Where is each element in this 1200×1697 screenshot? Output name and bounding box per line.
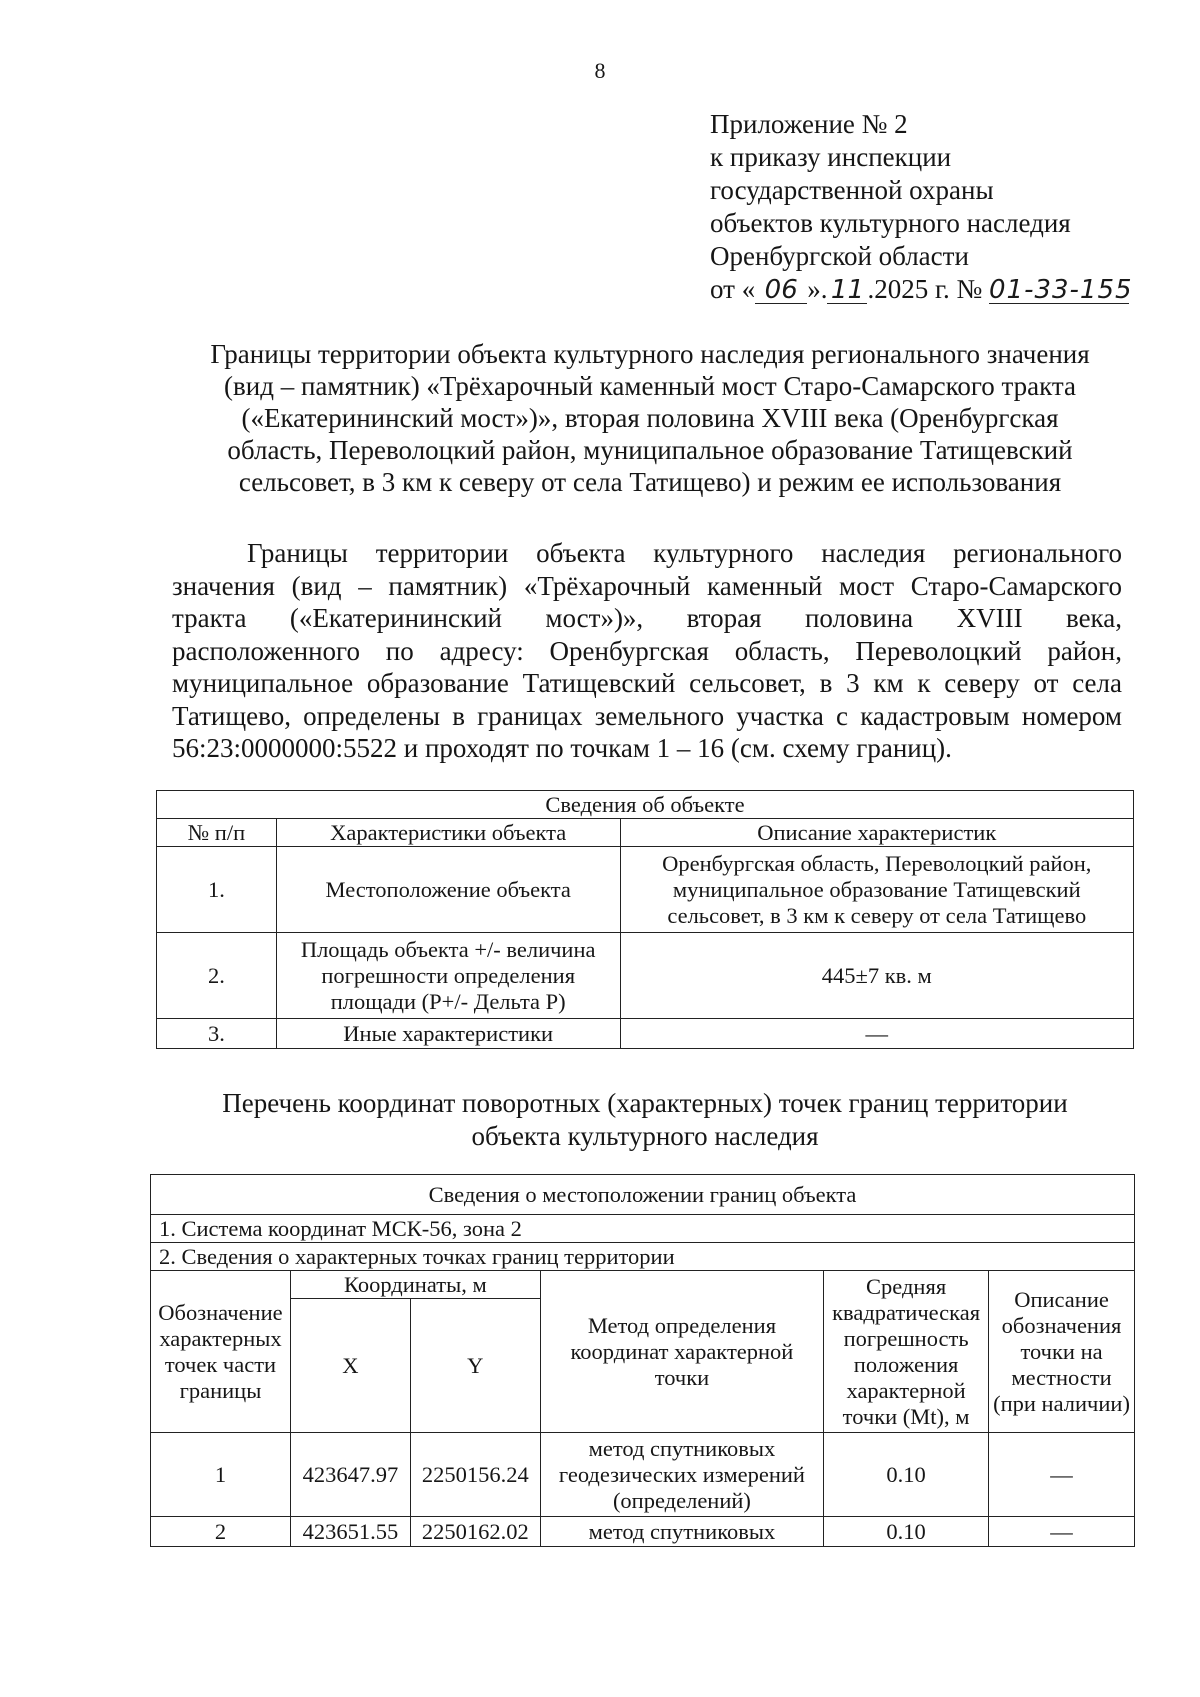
- header-description: Описание обозначения точки на местности (при наличии): [989, 1271, 1135, 1433]
- date-year: .2025 г. №: [867, 274, 983, 304]
- description: —: [989, 1517, 1135, 1547]
- appendix-line: к приказу инспекции: [710, 142, 952, 172]
- error: 0.10: [824, 1517, 989, 1547]
- paragraph-line: муниципальное образование Татищевский сельсовет, в 3 км к северу от села: [172, 668, 1122, 698]
- paragraph-line: расположенного по адресу: Оренбургская область, Переволоцкий район,: [172, 635, 1122, 666]
- appendix-line: объектов культурного наследия: [710, 208, 1071, 238]
- table-row: [151, 1433, 1135, 1517]
- method: метод спутниковых геодезических измерений (определений): [540, 1433, 823, 1517]
- coord-y: 2250156.24: [410, 1433, 540, 1517]
- description: —: [989, 1433, 1135, 1517]
- column-header: Характеристики объекта: [276, 819, 620, 847]
- paragraph-line: тракта («Екатерининский мост»)», вторая половина XVIII века,: [172, 603, 1122, 633]
- points-caption: 2. Сведения о характерных точках границ территории: [151, 1243, 1135, 1271]
- column-header: Описание характеристик: [620, 819, 1133, 847]
- table-caption: Сведения об объекте: [157, 791, 1134, 819]
- section-title-line: Перечень координат поворотных (характерных) точек границ территории: [222, 1088, 1068, 1118]
- boundary-paragraph: [172, 537, 1122, 765]
- header-point: Обозначение характерных точек части границы: [151, 1271, 291, 1433]
- title-line: («Екатерининский мост»)», вторая половина XVIII века (Оренбургская: [241, 403, 1059, 433]
- coord-x: 423651.55: [290, 1517, 410, 1547]
- characteristic-value: 445±7 кв. м: [620, 933, 1133, 1019]
- characteristic-name: Иные характеристики: [276, 1019, 620, 1049]
- table-row: [157, 933, 1134, 1019]
- table-row: [151, 1517, 1135, 1547]
- header-coordinates: Координаты, м: [290, 1271, 540, 1299]
- coordinates-table: [150, 1174, 1135, 1547]
- row-number: 1.: [157, 847, 277, 933]
- appendix-line: государственной охраны: [710, 175, 994, 205]
- header-x: X: [290, 1299, 410, 1433]
- coord-y: 2250162.02: [410, 1517, 540, 1547]
- table-row: [157, 847, 1134, 933]
- order-date-line: [710, 273, 1133, 306]
- column-header: № п/п: [157, 819, 277, 847]
- handwritten-month: 11: [827, 277, 867, 304]
- paragraph-line: 56:23:0000000:5522 и проходят по точкам 1 – 16 (см. схему границ).: [172, 733, 952, 763]
- characteristic-value: —: [620, 1019, 1133, 1049]
- title-line: сельсовет, в 3 км к северу от села Татищево) и режим ее использования: [238, 467, 1062, 497]
- row-number: 3.: [157, 1019, 277, 1049]
- handwritten-day: 06: [755, 277, 807, 304]
- point-id: 2: [151, 1517, 291, 1547]
- method: метод спутниковых: [540, 1517, 823, 1547]
- table-caption: Сведения о местоположении границ объекта: [151, 1175, 1135, 1215]
- coordinate-system: 1. Система координат МСК-56, зона 2: [151, 1215, 1135, 1243]
- date-prefix: от «: [710, 274, 756, 304]
- row-number: 2.: [157, 933, 277, 1019]
- characteristic-value: Оренбургская область, Переволоцкий район, муниципальное образование Татищевский сельсовет, в 3 км к северу от села Татищево: [620, 847, 1133, 933]
- header-method: Метод определения координат характерной точки: [540, 1271, 823, 1433]
- document-title: [170, 338, 1130, 498]
- title-line: (вид – памятник) «Трёхарочный каменный мост Старо-Самарского тракта: [224, 371, 1076, 401]
- table-row: [157, 1019, 1134, 1049]
- error: 0.10: [824, 1433, 989, 1517]
- header-error: Средняя квадратическая погрешность положения характерной точки (Mt), м: [824, 1271, 989, 1433]
- characteristic-name: Местоположение объекта: [276, 847, 620, 933]
- header-y: Y: [410, 1299, 540, 1433]
- object-info-table: [156, 790, 1134, 1049]
- appendix-line: Приложение № 2: [710, 109, 908, 139]
- page-number: 8: [594, 58, 606, 83]
- appendix-line: Оренбургской области: [710, 241, 969, 271]
- paragraph-line: значения (вид – памятник) «Трёхарочный каменный мост Старо-Самарского: [172, 570, 1122, 601]
- point-id: 1: [151, 1433, 291, 1517]
- date-mid: ».: [807, 274, 828, 304]
- characteristic-name: Площадь объекта +/- величина погрешности определения площади (P+/- Дельта P): [276, 933, 620, 1019]
- paragraph-line: Татищево, определены в границах земельного участка с кадастровым номером: [172, 700, 1122, 731]
- coordinates-section-title: [150, 1087, 1140, 1153]
- paragraph-line: Границы территории объекта культурного наследия регионального: [247, 538, 1122, 568]
- coord-x: 423647.97: [290, 1433, 410, 1517]
- appendix-header: [710, 108, 1133, 306]
- title-line: область, Переволоцкий район, муниципальное образование Татищевский: [227, 435, 1073, 465]
- title-line: Границы территории объекта культурного наследия регионального значения: [210, 339, 1090, 369]
- handwritten-order-number: 01-33-155: [989, 275, 1133, 305]
- section-title-line: объекта культурного наследия: [471, 1121, 819, 1151]
